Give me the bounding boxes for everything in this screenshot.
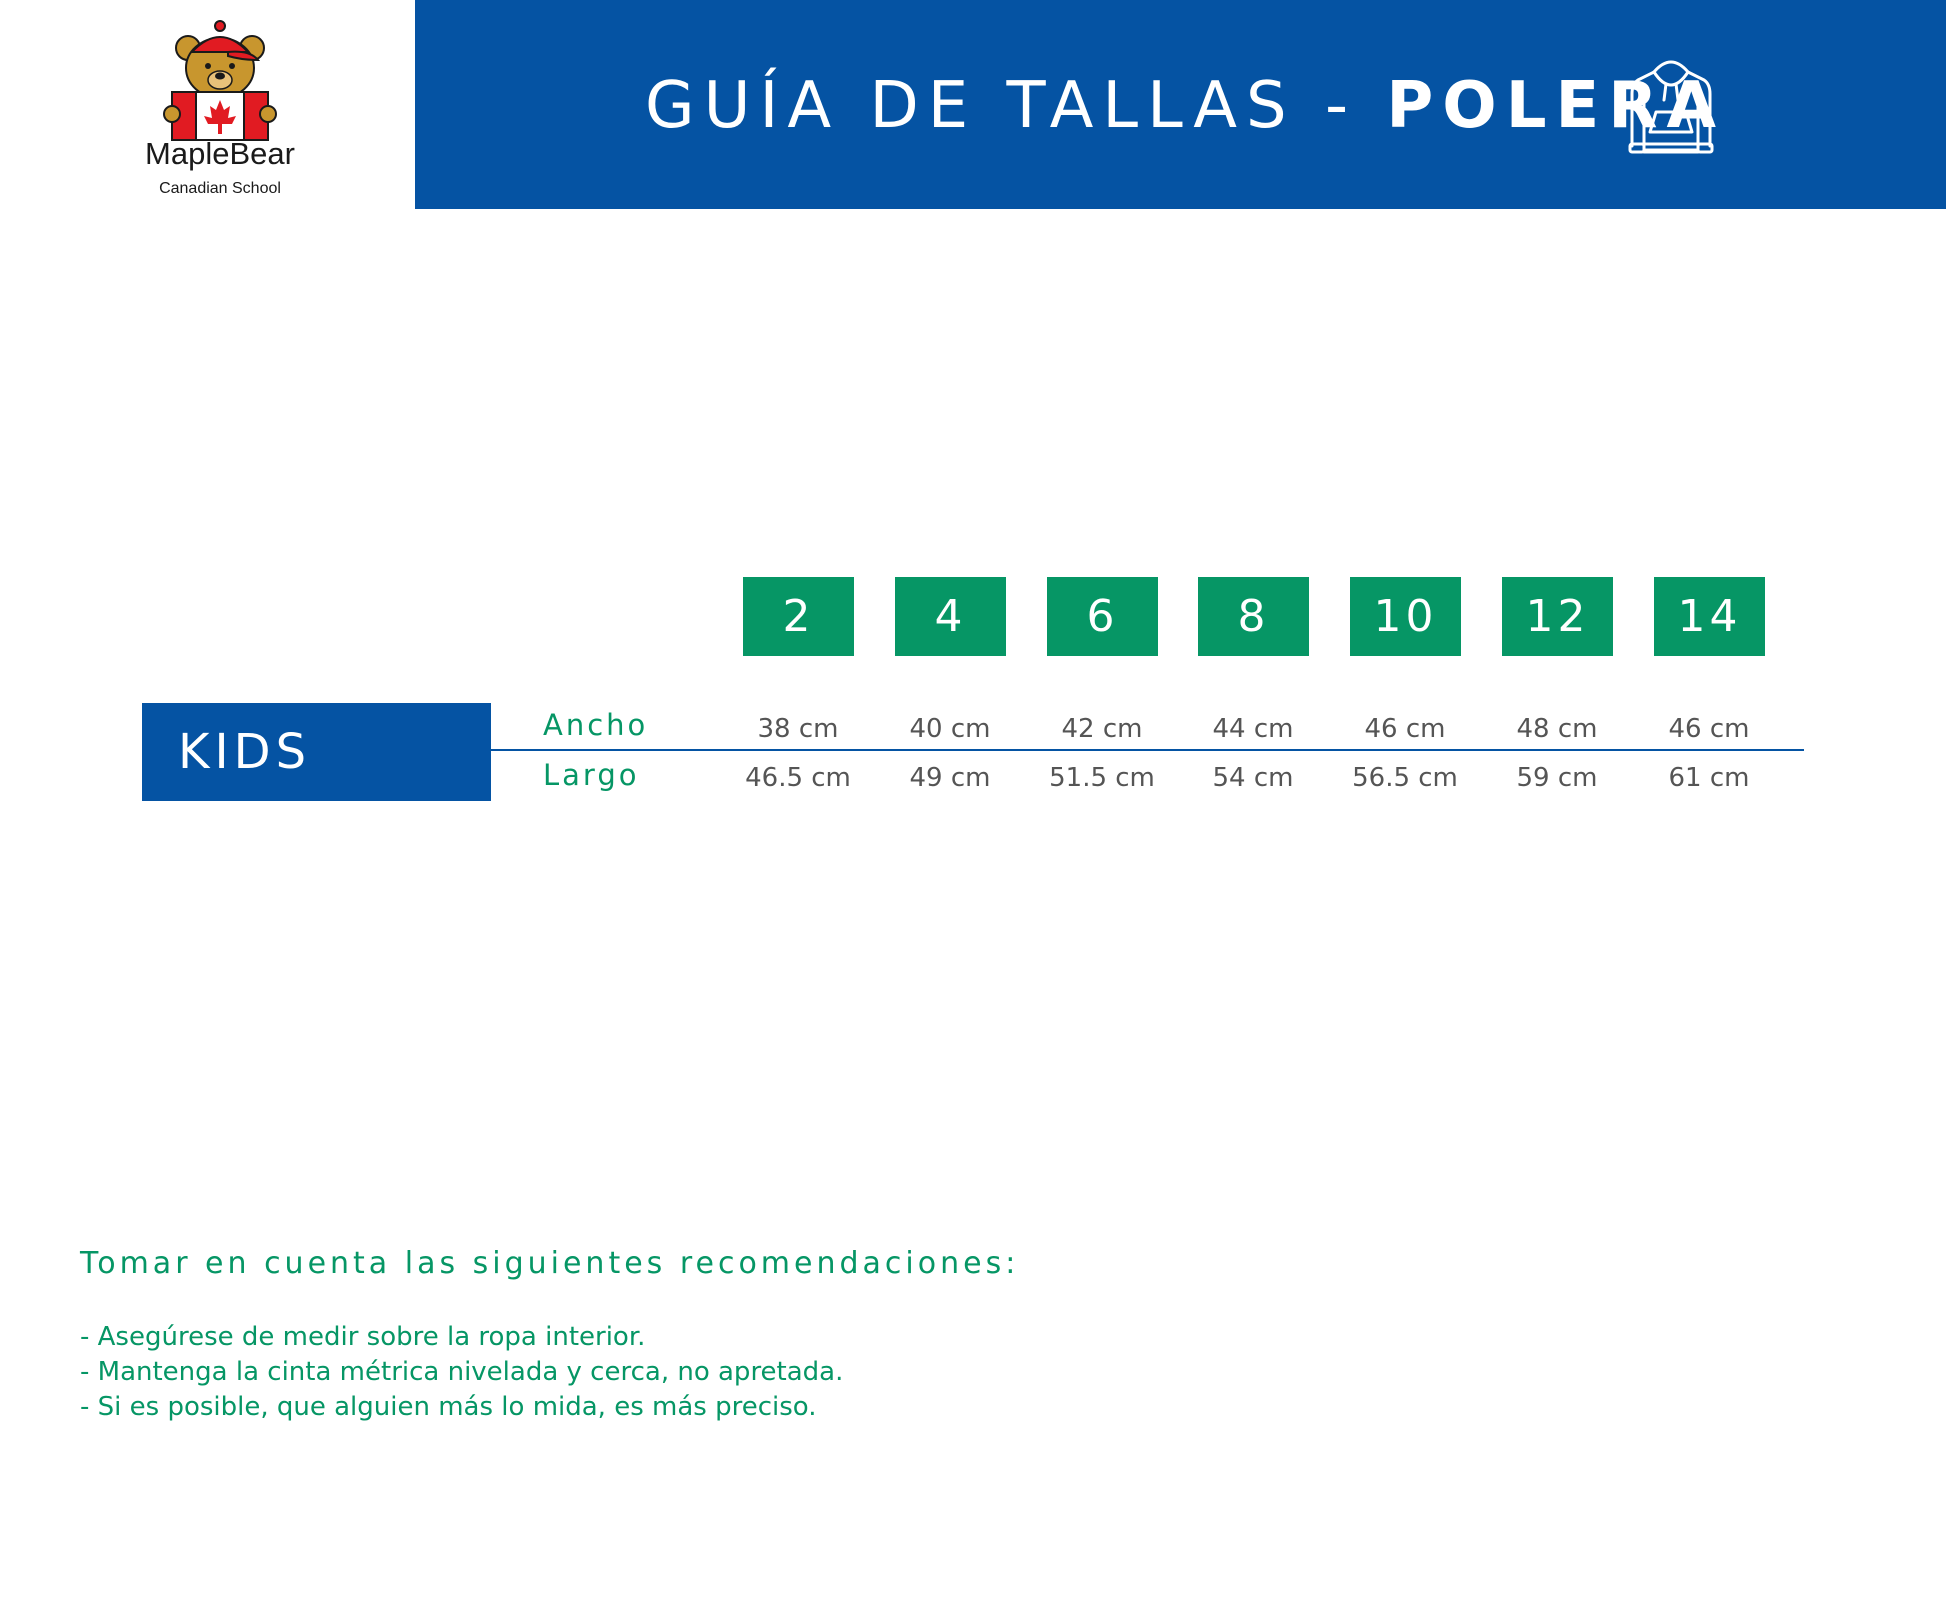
logo-name: MapleBear xyxy=(145,136,295,171)
row-divider xyxy=(491,749,1804,751)
logo-subtitle: Canadian School xyxy=(159,180,281,197)
table-cell: 40 cm xyxy=(909,714,991,744)
recommendations-title: Tomar en cuenta las siguientes recomendaciones: xyxy=(80,1246,1020,1281)
bear-flag-icon xyxy=(158,16,282,142)
list-item: - Mantenga la cinta métrica nivelada y cerca, no apretada. xyxy=(80,1357,844,1387)
row-label-ancho: Ancho xyxy=(543,708,649,742)
size-header-12: 12 xyxy=(1502,577,1613,656)
size-header-2: 2 xyxy=(743,577,854,656)
page-title-main: GUÍA DE TALLAS - xyxy=(645,69,1387,143)
list-item: - Si es posible, que alguien más lo mida, es más preciso. xyxy=(80,1392,817,1422)
recommendations-list xyxy=(80,1320,843,1425)
table-cell: 48 cm xyxy=(1516,714,1598,744)
hoodie-icon xyxy=(1628,54,1714,156)
table-cell: 61 cm xyxy=(1668,763,1750,793)
size-header-14: 14 xyxy=(1654,577,1765,656)
size-header-4: 4 xyxy=(895,577,1006,656)
size-header-10: 10 xyxy=(1350,577,1461,656)
page-title xyxy=(645,64,1725,148)
table-cell: 46 cm xyxy=(1364,714,1446,744)
table-cell: 46.5 cm xyxy=(745,763,851,793)
table-cell: 46 cm xyxy=(1668,714,1750,744)
table-cell: 38 cm xyxy=(757,714,839,744)
row-label-largo: Largo xyxy=(543,758,640,792)
table-cell: 51.5 cm xyxy=(1049,763,1155,793)
size-header-6: 6 xyxy=(1047,577,1158,656)
table-cell: 44 cm xyxy=(1212,714,1294,744)
list-item: - Asegúrese de medir sobre la ropa interior. xyxy=(80,1322,646,1352)
table-cell: 49 cm xyxy=(909,763,991,793)
table-cell: 56.5 cm xyxy=(1352,763,1458,793)
category-label: KIDS xyxy=(142,703,491,801)
page-title-bold: POLERA xyxy=(1386,69,1725,143)
table-cell: 42 cm xyxy=(1061,714,1143,744)
table-cell: 54 cm xyxy=(1212,763,1294,793)
table-cell: 59 cm xyxy=(1516,763,1598,793)
maplebear-logo xyxy=(120,16,320,206)
size-header-8: 8 xyxy=(1198,577,1309,656)
